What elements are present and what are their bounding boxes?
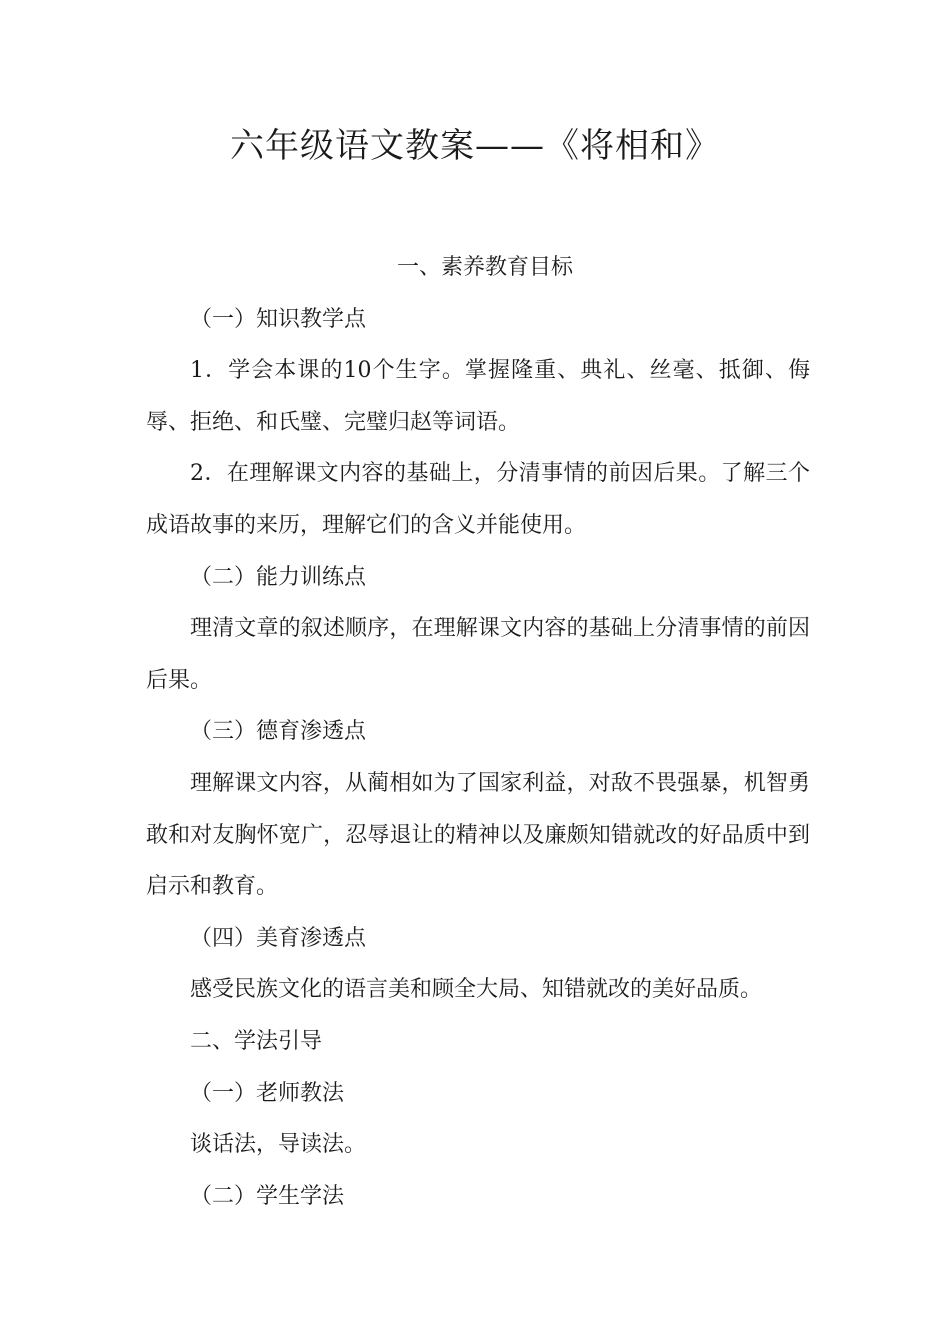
- subheading-ability: （二）能力训练点: [190, 564, 367, 590]
- paragraph-aesthetic: 感受民族文化的语言美和顾全大局、知错就改的美好品质。: [190, 977, 763, 1003]
- section-heading-goals: 一、素养教育目标: [396, 255, 573, 280]
- paragraph-ability: 理清文章的叙述顺序，在理解课文内容的基础上分清事情的前因后果。: [146, 616, 810, 693]
- document-body: [146, 242, 810, 1222]
- subheading-moral: （三）德育渗透点: [190, 719, 367, 745]
- document-title: 六年级语文教案——《将相和》: [230, 126, 720, 166]
- subheading-knowledge: （一）知识教学点: [190, 306, 367, 332]
- subheading-aesthetic: （四）美育渗透点: [190, 925, 367, 951]
- section-heading-methods: 二、学法引导: [190, 1028, 323, 1054]
- subheading-teacher-method: （一）老师教法: [190, 1080, 345, 1106]
- paragraph-item-2: 2．在理解课文内容的基础上，分清事情的前因后果。了解三个成语故事的来历，理解它们的含义并能使用。: [146, 461, 810, 538]
- paragraph-moral: 理解课文内容，从蔺相如为了国家利益，对敌不畏强暴，机智勇敢和对友胸怀宽广，忍辱退让的精神以及廉颇知错就改的好品质中到启示和教育。: [146, 770, 810, 900]
- subheading-student-method: （二）学生学法: [190, 1183, 345, 1209]
- paragraph-teacher-method: 谈话法，导读法。: [190, 1132, 367, 1158]
- paragraph-item-1: 1．学会本课的10个生字。掌握隆重、典礼、丝毫、抵御、侮辱、拒绝、和氏璧、完璧归赵等词语。: [146, 358, 810, 435]
